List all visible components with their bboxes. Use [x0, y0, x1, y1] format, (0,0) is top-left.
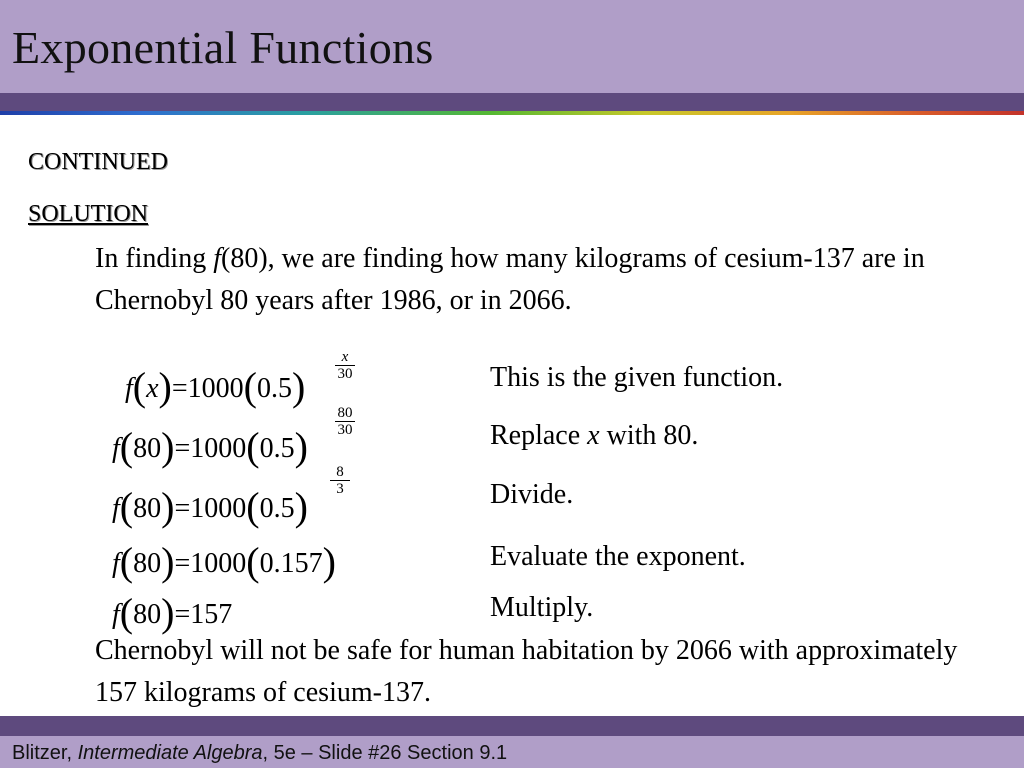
- note-2: [490, 420, 698, 452]
- note-4: Evaluate the exponent.: [490, 541, 746, 572]
- eq2-exponent: [335, 405, 355, 438]
- eq4-coef: 1000: [190, 548, 247, 579]
- eq3-f: f: [112, 493, 120, 524]
- eq3-coef: 1000: [190, 493, 247, 524]
- footer-citation: [12, 742, 507, 765]
- eq2-arg: 80: [133, 433, 162, 464]
- eq3-exp-den: 3: [336, 481, 344, 497]
- equation-5: f(80)=157: [112, 590, 233, 635]
- equation-2: f(80)=1000(0.5): [112, 424, 308, 469]
- equation-4: f(80)=1000(0.157): [112, 539, 336, 584]
- footer-bar: [0, 736, 1024, 768]
- eq3-arg: 80: [133, 493, 162, 524]
- equation-3: f(80)=1000(0.5): [112, 484, 308, 529]
- eq1-base: 0.5: [257, 373, 292, 404]
- eq1-exp-den: 30: [337, 366, 353, 382]
- intro-f: f: [213, 243, 221, 274]
- eq1-coef: 1000: [187, 373, 244, 404]
- note-1: This is the given function.: [490, 362, 784, 393]
- note-5: Multiply.: [490, 592, 594, 623]
- rainbow-divider: [0, 111, 1024, 115]
- eq3-exp-num: 8: [330, 464, 350, 481]
- conclusion-paragraph: Chernobyl will not be safe for human habitation by 2066 with approximately 157 kilograms of cesium-137.: [95, 635, 958, 708]
- eq5-f: f: [112, 599, 120, 630]
- eq5-value: 157: [190, 599, 233, 630]
- solution-label: SOLUTION: [28, 201, 148, 227]
- eq5-arg: 80: [133, 599, 162, 630]
- eq2-exp-num: 80: [335, 405, 355, 422]
- eq4-f: f: [112, 548, 120, 579]
- slide-title: Exponential Functions: [12, 22, 434, 73]
- footer-stripe: [0, 716, 1024, 736]
- eq1-exponent: [335, 349, 355, 382]
- eq2-exp-den: 30: [337, 422, 353, 438]
- eq2-coef: 1000: [190, 433, 247, 464]
- eq3-exponent: [330, 464, 350, 497]
- eq3-base: 0.5: [259, 493, 295, 524]
- equation-1: f(x)=1000(0.5): [125, 364, 306, 409]
- eq1-exp-num: x: [335, 349, 355, 366]
- note-2-text-1: Replace: [490, 420, 588, 451]
- eq2-base: 0.5: [259, 433, 295, 464]
- eq4-base: 0.157: [259, 548, 323, 579]
- footer-author: Blitzer,: [12, 742, 78, 764]
- note-3: Divide.: [490, 479, 574, 510]
- intro-paragraph: [95, 238, 995, 322]
- intro-text-2: (80), we are finding how many kilograms of cesium-137 are in Chernobyl 80 years after 1986, or in 2066.: [95, 243, 925, 316]
- title-stripe: [0, 93, 1024, 111]
- note-2-var: x: [587, 420, 600, 451]
- eq4-arg: 80: [133, 548, 162, 579]
- footer-book: Intermediate Algebra: [77, 742, 263, 764]
- title-bar: [0, 0, 1024, 93]
- eq1-f: f: [125, 373, 133, 404]
- note-2-text-2: with 80.: [599, 420, 699, 451]
- intro-text-1: In finding: [95, 243, 214, 274]
- eq2-f: f: [112, 433, 120, 464]
- footer-rest: , 5e – Slide #26 Section 9.1: [262, 742, 508, 764]
- continued-label: CONTINUED: [28, 149, 168, 175]
- eq1-arg: x: [146, 373, 159, 404]
